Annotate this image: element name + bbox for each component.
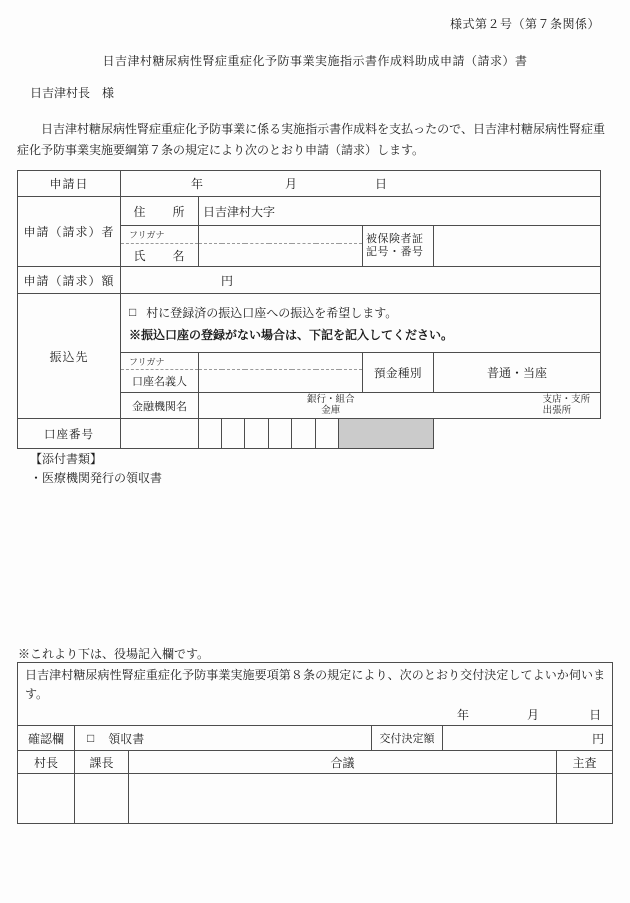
receipt-check-cell	[75, 726, 372, 751]
receipt-checkbox[interactable]: □	[87, 730, 95, 745]
grant-amount-field[interactable]	[443, 726, 613, 751]
body-paragraph: 日吉津村糖尿病性腎症重症化予防事業に係る実施指示書作成料を支払ったので、日吉津村糖尿病性腎症重症化予防事業実施要綱第７条の規定により次のとおり申請（請求）します。	[17, 122, 605, 157]
account-number-digit-cell[interactable]	[222, 419, 245, 449]
transfer-label: 振込先	[18, 294, 121, 419]
account-number-digit-cell[interactable]	[245, 419, 269, 449]
approval-signature-row	[18, 774, 613, 824]
account-number-row	[18, 419, 601, 449]
month-unit: 月	[285, 177, 298, 191]
day-unit: 日	[589, 708, 602, 722]
council-label: 合議	[129, 751, 557, 774]
office-instruction: 日吉津村糖尿病性腎症重症化予防事業実施要項第８条の規定により、次のとおり交付決定してよいか伺います。	[25, 668, 606, 701]
office-note: ※これより下は、役場記入欄です。	[18, 647, 210, 661]
decision-date-field[interactable]	[25, 706, 605, 723]
account-holder-label: 口座名義人	[121, 370, 199, 393]
address-field[interactable]: 日吉津村大字	[199, 197, 601, 226]
branch-suffix: 支店・支所 出張所	[542, 394, 591, 416]
page-title: 日吉津村糖尿病性腎症重症化予防事業実施指示書作成料助成申請（請求）書	[102, 54, 528, 68]
receipt-label: 領収書	[108, 731, 145, 746]
year-unit: 年	[191, 177, 204, 191]
deposit-type-label: 預金種別	[363, 353, 434, 393]
approval-header-row	[18, 751, 613, 774]
application-date-field[interactable]	[121, 171, 601, 197]
bank-label: 金融機関名	[121, 393, 199, 419]
registered-account-checkbox[interactable]: □	[129, 304, 137, 319]
account-number-label: 口座番号	[18, 419, 121, 449]
application-date-label: 申請日	[18, 171, 121, 197]
grant-amount-label: 交付決定額	[372, 726, 443, 751]
transfer-note: ※振込口座の登録がない場合は、下記を記入してください。	[129, 327, 454, 342]
form-number: 様式第２号（第７条関係）	[449, 17, 600, 31]
grant-amount-unit: 円	[592, 731, 605, 746]
application-date-row	[18, 171, 601, 197]
attachments-block	[30, 450, 162, 488]
address-label: 住 所	[121, 197, 199, 226]
examiner-signature-field[interactable]	[557, 774, 613, 824]
transfer-option-cell	[121, 294, 601, 353]
account-number-shaded-cell	[339, 419, 434, 449]
insured-card-label-line2: 記号・番号	[366, 246, 424, 258]
account-number-digit-cell[interactable]	[269, 419, 292, 449]
amount-label: 申請（請求）額	[18, 267, 121, 294]
applicant-label: 申請（請求）者	[18, 197, 121, 267]
attachments-item: ・医療機関発行の領収書	[30, 471, 163, 485]
furigana-label: フリガナ	[121, 226, 199, 244]
section-chief-signature-field[interactable]	[75, 774, 129, 824]
attachments-heading: 【添付書類】	[30, 452, 103, 466]
mayor-label: 村長	[18, 751, 75, 774]
insured-number-field[interactable]	[434, 226, 601, 267]
day-unit: 日	[375, 177, 388, 191]
address-row	[18, 197, 601, 226]
confirm-label: 確認欄	[18, 726, 75, 751]
account-number-digit-cell[interactable]	[199, 419, 222, 449]
registered-account-text: 村に登録済の振込口座への振込を希望します。	[146, 305, 398, 320]
furigana-field[interactable]	[199, 226, 363, 244]
deposit-type-value[interactable]: 普通・当座	[434, 353, 601, 393]
mayor-signature-field[interactable]	[18, 774, 75, 824]
examiner-label: 主査	[557, 751, 613, 774]
bank-name-field[interactable]	[199, 393, 601, 419]
account-number-digit-cell[interactable]	[316, 419, 339, 449]
addressee: 日吉津村長 様	[30, 86, 115, 100]
account-holder-field[interactable]	[199, 370, 363, 393]
office-table	[17, 662, 613, 824]
amount-unit: 円	[221, 273, 234, 288]
amount-field[interactable]	[121, 267, 601, 294]
account-number-digit-cell[interactable]	[121, 419, 199, 449]
account-furigana-label: フリガナ	[121, 353, 199, 370]
name-field[interactable]	[199, 244, 363, 267]
transfer-option-row	[18, 294, 601, 353]
month-unit: 月	[527, 708, 540, 722]
council-signature-field[interactable]	[129, 774, 557, 824]
bank-suffix: 銀行・組合 金庫	[307, 394, 355, 416]
office-instruction-cell	[18, 663, 613, 726]
amount-row	[18, 267, 601, 294]
insured-card-label	[363, 226, 434, 267]
year-unit: 年	[457, 708, 470, 722]
confirm-row	[18, 726, 613, 751]
insured-card-label-line1: 被保険者証	[366, 233, 424, 245]
section-chief-label: 課長	[75, 751, 129, 774]
application-table	[17, 170, 601, 449]
office-instruction-row	[18, 663, 613, 726]
name-label: 氏 名	[121, 244, 199, 267]
account-furigana-field[interactable]	[199, 353, 363, 370]
account-number-digit-cell[interactable]	[292, 419, 316, 449]
